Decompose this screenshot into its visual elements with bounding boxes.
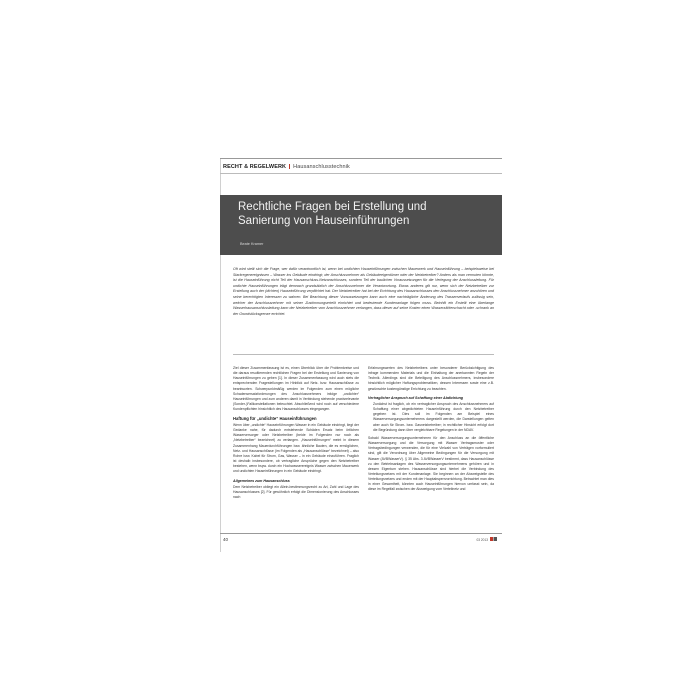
- magazine-page: [220, 158, 502, 552]
- footer-rule: [220, 533, 502, 534]
- title-line-1: Rechtliche Fragen bei Erstellung und: [238, 201, 427, 213]
- title-banner: [220, 195, 502, 255]
- left-paragraph-2: Wenn über „undichte“ Hauseinführungen Wasser in ein Gebäude eindringt, liegt der Gedanke nahe, für dadurch entstehende Schäden Ersatz beim örtlichen Wasserversorger oder Netzbetreiber (beide im Folgenden nur noch als „Netzbetreiber“ bezeichnet) zu verlangen. „Hauseinführungen“ meint in diesem Zusammenhang Mauerdurchführungen bzw. ähnliche Bauten, die es ermöglichen, Netz- und Hausanschlüsse (im Folgenden als „Hausanschlüsse“ bezeichnet) – also Rohre bzw. Kabel für Strom, Gas, Wasser – in ein Gebäude einzuführen. Fraglich ist deshalb insbesondere, ob vertragliche Ansprüche gegen den Netzbetreiber bestehen, wenn bspw. durch ein Hochwasserereignis Wasser zwischen Mauerwerk und undichten Hauseinführungen in ein Gebäude eindringt.: [233, 423, 359, 474]
- left-subheading-1: Allgemeines zum Hausanschluss: [233, 478, 290, 483]
- header-top-rule: [220, 158, 502, 159]
- article-title: [238, 200, 493, 228]
- page-number: 40: [223, 537, 229, 542]
- right-paragraph-1: Erfahrungswerten des Netzbetreibers unter besonderer Berücksichtigung des infrage kommenden Materials und die Einhaltung der anerkannten Regeln der Technik. Allerdings sind die Beteiligung des Anschlussnehmers, insbesondere hinsichtlich möglicher Haftungsproblematiken, dessen Interessen sowie eine z.B. gewünschte kostengünstige Errichtung zu beachten.: [368, 366, 494, 391]
- issue-label: 03 2013: [476, 538, 488, 542]
- left-heading-1: Haftung für „undichte“ Hauseinführungen: [233, 416, 317, 422]
- title-line-2: Sanierung von Hauseinführungen: [238, 215, 410, 227]
- section-header: [223, 164, 350, 170]
- header-rule: [220, 173, 502, 174]
- right-paragraph-2: Zunächst ist fraglich, ob ein vertraglicher Anspruch des Anschlussnehmers auf Schaffung einer abgedichteten Hauseinführung durch den Netzbetreiber gegeben ist. Dies soll im Folgenden am Beispiel eines Wasserversorgungsunternehmens dargestellt werden, die Darstellungen gelten aber auch für Strom- bzw. Gasnetzbetreiber; in rechtlicher Hinsicht erfolgt dort die Begründung dann über vergleichbare Regelungen in der NDAV.: [373, 401, 494, 432]
- section-label: RECHT & REGELWERK: [223, 164, 287, 170]
- section-divider: [289, 164, 290, 169]
- lead-divider: [233, 354, 494, 355]
- right-subheading-1: Vertraglicher Anspruch auf Schaffung einer Abdichtung: [368, 395, 463, 400]
- right-paragraph-3: Sobald Wasserversorgungsunternehmen für den Anschluss an die öffentliche Wasserversorgung und die Versorgung mit Wasser Vertragsmuster oder Vertragsbedingungen verwenden, die für eine Vielzahl von Verträgen vorformuliert sind, gilt die Verordnung über Allgemeine Bedingungen für die Versorgung mit Wasser (AVBWasserV). § 35 Abs. 3 AVBWasserV bestimmt, dass Hausanschlüsse zu den Betriebsanlagen des Wasserversorgungsunternehmens gehören und in dessen Eigentum stehen. Hausanschlüsse sind hierbei die Verbindung des Verteilungsnetzes mit der Kundenanlage. Sie beginnen an der Abzweigstelle des Verteilungsnetzes und enden mit der Hauptabsperrvorrichtung. Betrachtet man dies in einer Gesamtheit, könnten auch Hauseinführungen hiervon umfasst sein, da diese im Regelfall zwischen der Abzweigung vom Verteilnetz und: [368, 435, 494, 492]
- section-topic: Hausanschlusstechnik: [293, 164, 350, 170]
- publisher-logo-icon: [490, 537, 497, 541]
- article-author: Beate Kramer: [240, 242, 264, 246]
- left-paragraph-3: Dem Netzbetreiber obliegt ein Allein-bestimmungsrecht zu Art, Zahl und Lage des Hausanschlusses [2]. Für gewöhnlich erfolgt die Dimensionierung des Anschlusses nach: [233, 484, 359, 500]
- left-paragraph-1: Ziel dieser Zusammenfassung ist es, einen Überblick über die Problemkreise und die daraus resultierenden rechtlichen Fragen bei der Erstellung und Sanierung von Hauseinführungen zu geben [1]. In dieser Zusammenfassung wird auch stets die entsprechenden Fragestellungen im Hinblick auf Netz- bzw. Hausanschlüsse zu beantworten. Schwerpunktmäßig werden im Folgenden zum einen mögliche Schadensersatzforderungen des Anschlussnehmers infolge „undichter“ Hauseinführungen und zum anderen damit in Verbindung stehende praxisrelevante (Sonder-)Fallkonstellationen beleuchtet. Abschließend wird noch auf verschiedene Kundenpflichten hinsichtlich des Hausanschlusses eingegangen.: [233, 366, 359, 412]
- left-column: [233, 366, 359, 503]
- lead-paragraph: Oft wird stellt sich die Frage, wer dafür verantwortlich ist, wenn bei undichten Hauseinführungen zwischen Mauerwerk und Hauseinführung – beispielsweise bei Starkregenereignissen – Wasser ins Gebäude eindringt; der Anschlussnehmer als Gebäudeeigentümer oder der Netzbetreiber? Anders als man vermuten könnte, ist die Hauseinführung nicht Teil der Hausanschluss-Netzanschlusses, sondern Teil der baulichen Voraussetzungen für die Verlegung der Anschlussleitung. Für undichte Hauseinführungen trägt demnach grundsätzlich der Anschlussnehmer die Verantwortung. Etwas anderes gilt nur, wenn sich der Netzbetreiber zur Erstellung auch der (dichten) Hauseinführung verpflichtet hat. Der Netzbetreiber hat bei der Errichtung des Hausanschlusses den Anschlussnehmer anzuhören und seine berechtigten Interessen zu wahren. Bei Beachtung dieser Voraussetzungen kann auch eine nachträgliche Änderung des Trassenverlaufs zulässig sein, welcher der Anschlussnehmer mit seiner Zustimmungserteilt einrichtet und bedeutende Kundenanlage folgen muss. Beinhilt ein Erstellt eine überlange Wasserhausanschlussleitung kann der Netzbetreiber vom Anschlussnehmer verlangen, dass dieser auf seine Kosten einen Wasserzählerschacht oder -schrank an der Grundstücksgrenze errichtet.: [233, 267, 494, 316]
- right-column: [368, 366, 494, 496]
